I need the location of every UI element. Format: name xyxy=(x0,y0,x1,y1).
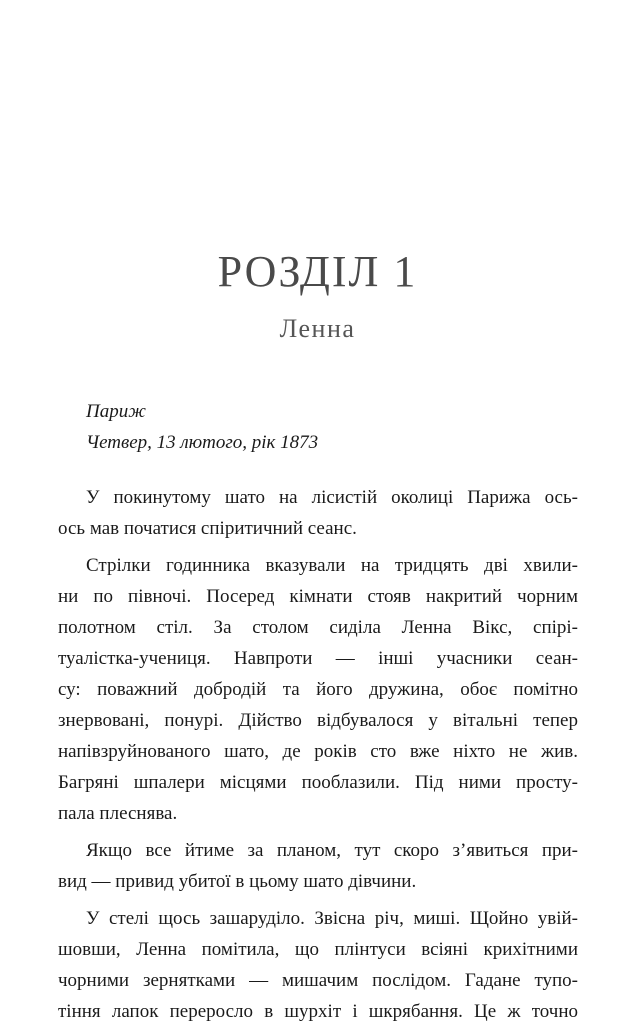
chapter-title: РОЗДІЛ 1 xyxy=(217,247,418,296)
setting-block xyxy=(86,396,586,458)
chapter-subtitle: Ленна xyxy=(279,314,356,343)
text-line: ни по півночі. Посеред кімнати стояв накритий чорним xyxy=(58,586,578,607)
body-text xyxy=(58,482,578,1027)
text-line: туалістка-учениця. Навпроти — інші учасники сеан- xyxy=(58,648,578,669)
text-line: тіння лапок переросло в шурхіт і шкрябання. Це ж точно xyxy=(58,1001,578,1022)
text-line: пала плеснява. xyxy=(58,803,178,824)
text-line: ось мав початися спіритичний сеанс. xyxy=(58,518,357,539)
text-line: вид — привид убитої в цьому шато дівчини. xyxy=(58,871,417,892)
text-line: напівзруйнованого шато, де років сто вже ніхто не жив. xyxy=(58,741,578,762)
text-line: Стрілки годинника вказували на тридцять дві хвили- xyxy=(86,555,578,576)
text-line: знервовані, понурі. Дійство відбувалося у вітальні тепер xyxy=(58,710,578,731)
text-line: Багряні шпалери місцями пооблазили. Під ними просту- xyxy=(58,772,578,793)
text-line: полотном стіл. За столом сиділа Ленна Вікс, спірі- xyxy=(58,617,578,638)
text-line: чорними зернятками — мишачим послідом. Гадане тупо- xyxy=(58,970,578,991)
text-line: У покинутому шато на лісистій околиці Парижа ось- xyxy=(86,487,578,508)
setting-place: Париж xyxy=(86,401,146,422)
setting-date: Четвер, 13 лютого, рік 1873 xyxy=(86,432,319,453)
text-line: Якщо все йтиме за планом, тут скоро з’явиться при- xyxy=(86,840,578,861)
text-line: шовши, Ленна помітила, що плінтуси всіяні крихітними xyxy=(58,939,578,960)
text-line: су: поважний добродій та його дружина, обоє помітно xyxy=(58,679,578,700)
text-line: У стелі щось зашаруділо. Звісна річ, миші. Щойно увій- xyxy=(86,908,578,929)
